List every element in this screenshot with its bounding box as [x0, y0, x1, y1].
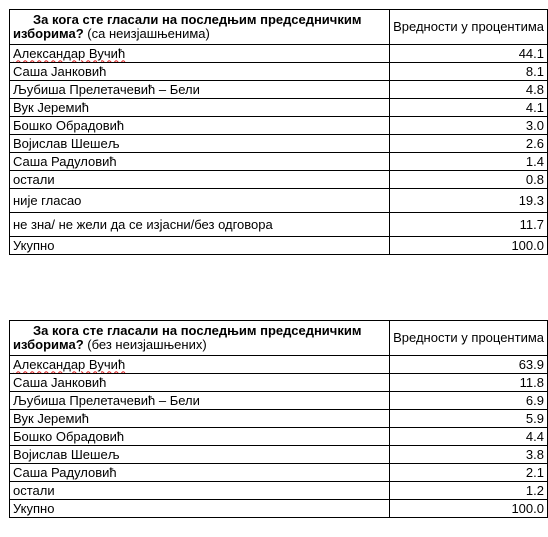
percentage-value: 11.8: [390, 374, 548, 392]
table-row: [10, 410, 548, 428]
percentage-value: 2.1: [390, 464, 548, 482]
table-header-row: [10, 10, 548, 45]
candidate-label: не зна/ не жели да се изјасни/без одговора: [10, 213, 390, 237]
candidate-label: Саша Радуловић: [10, 153, 390, 171]
percentage-value: 6.9: [390, 392, 548, 410]
table-row: [10, 189, 548, 213]
table-row: [10, 81, 548, 99]
candidate-label: Саша Радуловић: [10, 464, 390, 482]
percentage-value: 0.8: [390, 171, 548, 189]
table-row: [10, 63, 548, 81]
question-line-1: За кога сте гласали на последњим председничким: [33, 323, 362, 338]
candidate-label: Љубиша Прелетачевић – Бели: [10, 392, 390, 410]
table-row: [10, 374, 548, 392]
question-header: [10, 321, 390, 356]
table-row: [10, 392, 548, 410]
candidate-label: остали: [10, 171, 390, 189]
candidate-label: Вук Јеремић: [10, 410, 390, 428]
candidate-label: Бошко Обрадовић: [10, 117, 390, 135]
table-row: [10, 482, 548, 500]
table-row: [10, 213, 548, 237]
percentage-value: 4.8: [390, 81, 548, 99]
value-header: Вредности у процентима: [390, 10, 548, 45]
table-row: [10, 171, 548, 189]
table-row: [10, 153, 548, 171]
table-body: [10, 10, 548, 255]
percentage-value: 4.4: [390, 428, 548, 446]
table-row: [10, 45, 548, 63]
percentage-value: 11.7: [390, 213, 548, 237]
candidate-label: није гласао: [10, 189, 390, 213]
candidate-name: Александар Вучић: [13, 356, 126, 372]
table-row: [10, 446, 548, 464]
value-header: Вредности у процентима: [390, 321, 548, 356]
percentage-value: 2.6: [390, 135, 548, 153]
candidate-label: Војислав Шешељ: [10, 446, 390, 464]
candidate-label: [10, 45, 390, 63]
candidate-label: Саша Јанковић: [10, 63, 390, 81]
total-value: 100.0: [390, 500, 548, 518]
question-note: (са неизјашњенима): [83, 26, 210, 41]
candidate-label: Вук Јеремић: [10, 99, 390, 117]
candidate-label: остали: [10, 482, 390, 500]
question-note: (без неизјашњених): [83, 337, 207, 352]
percentage-value: 1.2: [390, 482, 548, 500]
table-total-row: [10, 237, 548, 255]
percentage-value: 63.9: [390, 356, 548, 374]
question-header: [10, 10, 390, 45]
results-table-without-undecided: [9, 320, 548, 518]
table-header-row: [10, 321, 548, 356]
table-body: [10, 321, 548, 518]
percentage-value: 5.9: [390, 410, 548, 428]
candidate-label: Војислав Шешељ: [10, 135, 390, 153]
percentage-value: 1.4: [390, 153, 548, 171]
question-line-2: изборима? (без неизјашњених): [13, 337, 207, 352]
table-row: [10, 135, 548, 153]
candidate-label: Бошко Обрадовић: [10, 428, 390, 446]
total-label: Укупно: [10, 500, 390, 518]
table-row: [10, 464, 548, 482]
table-row: [10, 356, 548, 374]
table-row: [10, 117, 548, 135]
percentage-value: 3.0: [390, 117, 548, 135]
table-row: [10, 99, 548, 117]
percentage-value: 44.1: [390, 45, 548, 63]
question-line-1: За кога сте гласали на последњим председничким: [33, 12, 362, 27]
candidate-label: Саша Јанковић: [10, 374, 390, 392]
percentage-value: 8.1: [390, 63, 548, 81]
candidate-label: Љубиша Прелетачевић – Бели: [10, 81, 390, 99]
candidate-label: [10, 356, 390, 374]
candidate-name: Александар Вучић: [13, 45, 126, 61]
percentage-value: 4.1: [390, 99, 548, 117]
results-table-with-undecided: [9, 9, 548, 255]
percentage-value: 3.8: [390, 446, 548, 464]
table-total-row: [10, 500, 548, 518]
question-line-2: изборима? (са неизјашњенима): [13, 26, 210, 41]
table-row: [10, 428, 548, 446]
percentage-value: 19.3: [390, 189, 548, 213]
total-value: 100.0: [390, 237, 548, 255]
total-label: Укупно: [10, 237, 390, 255]
